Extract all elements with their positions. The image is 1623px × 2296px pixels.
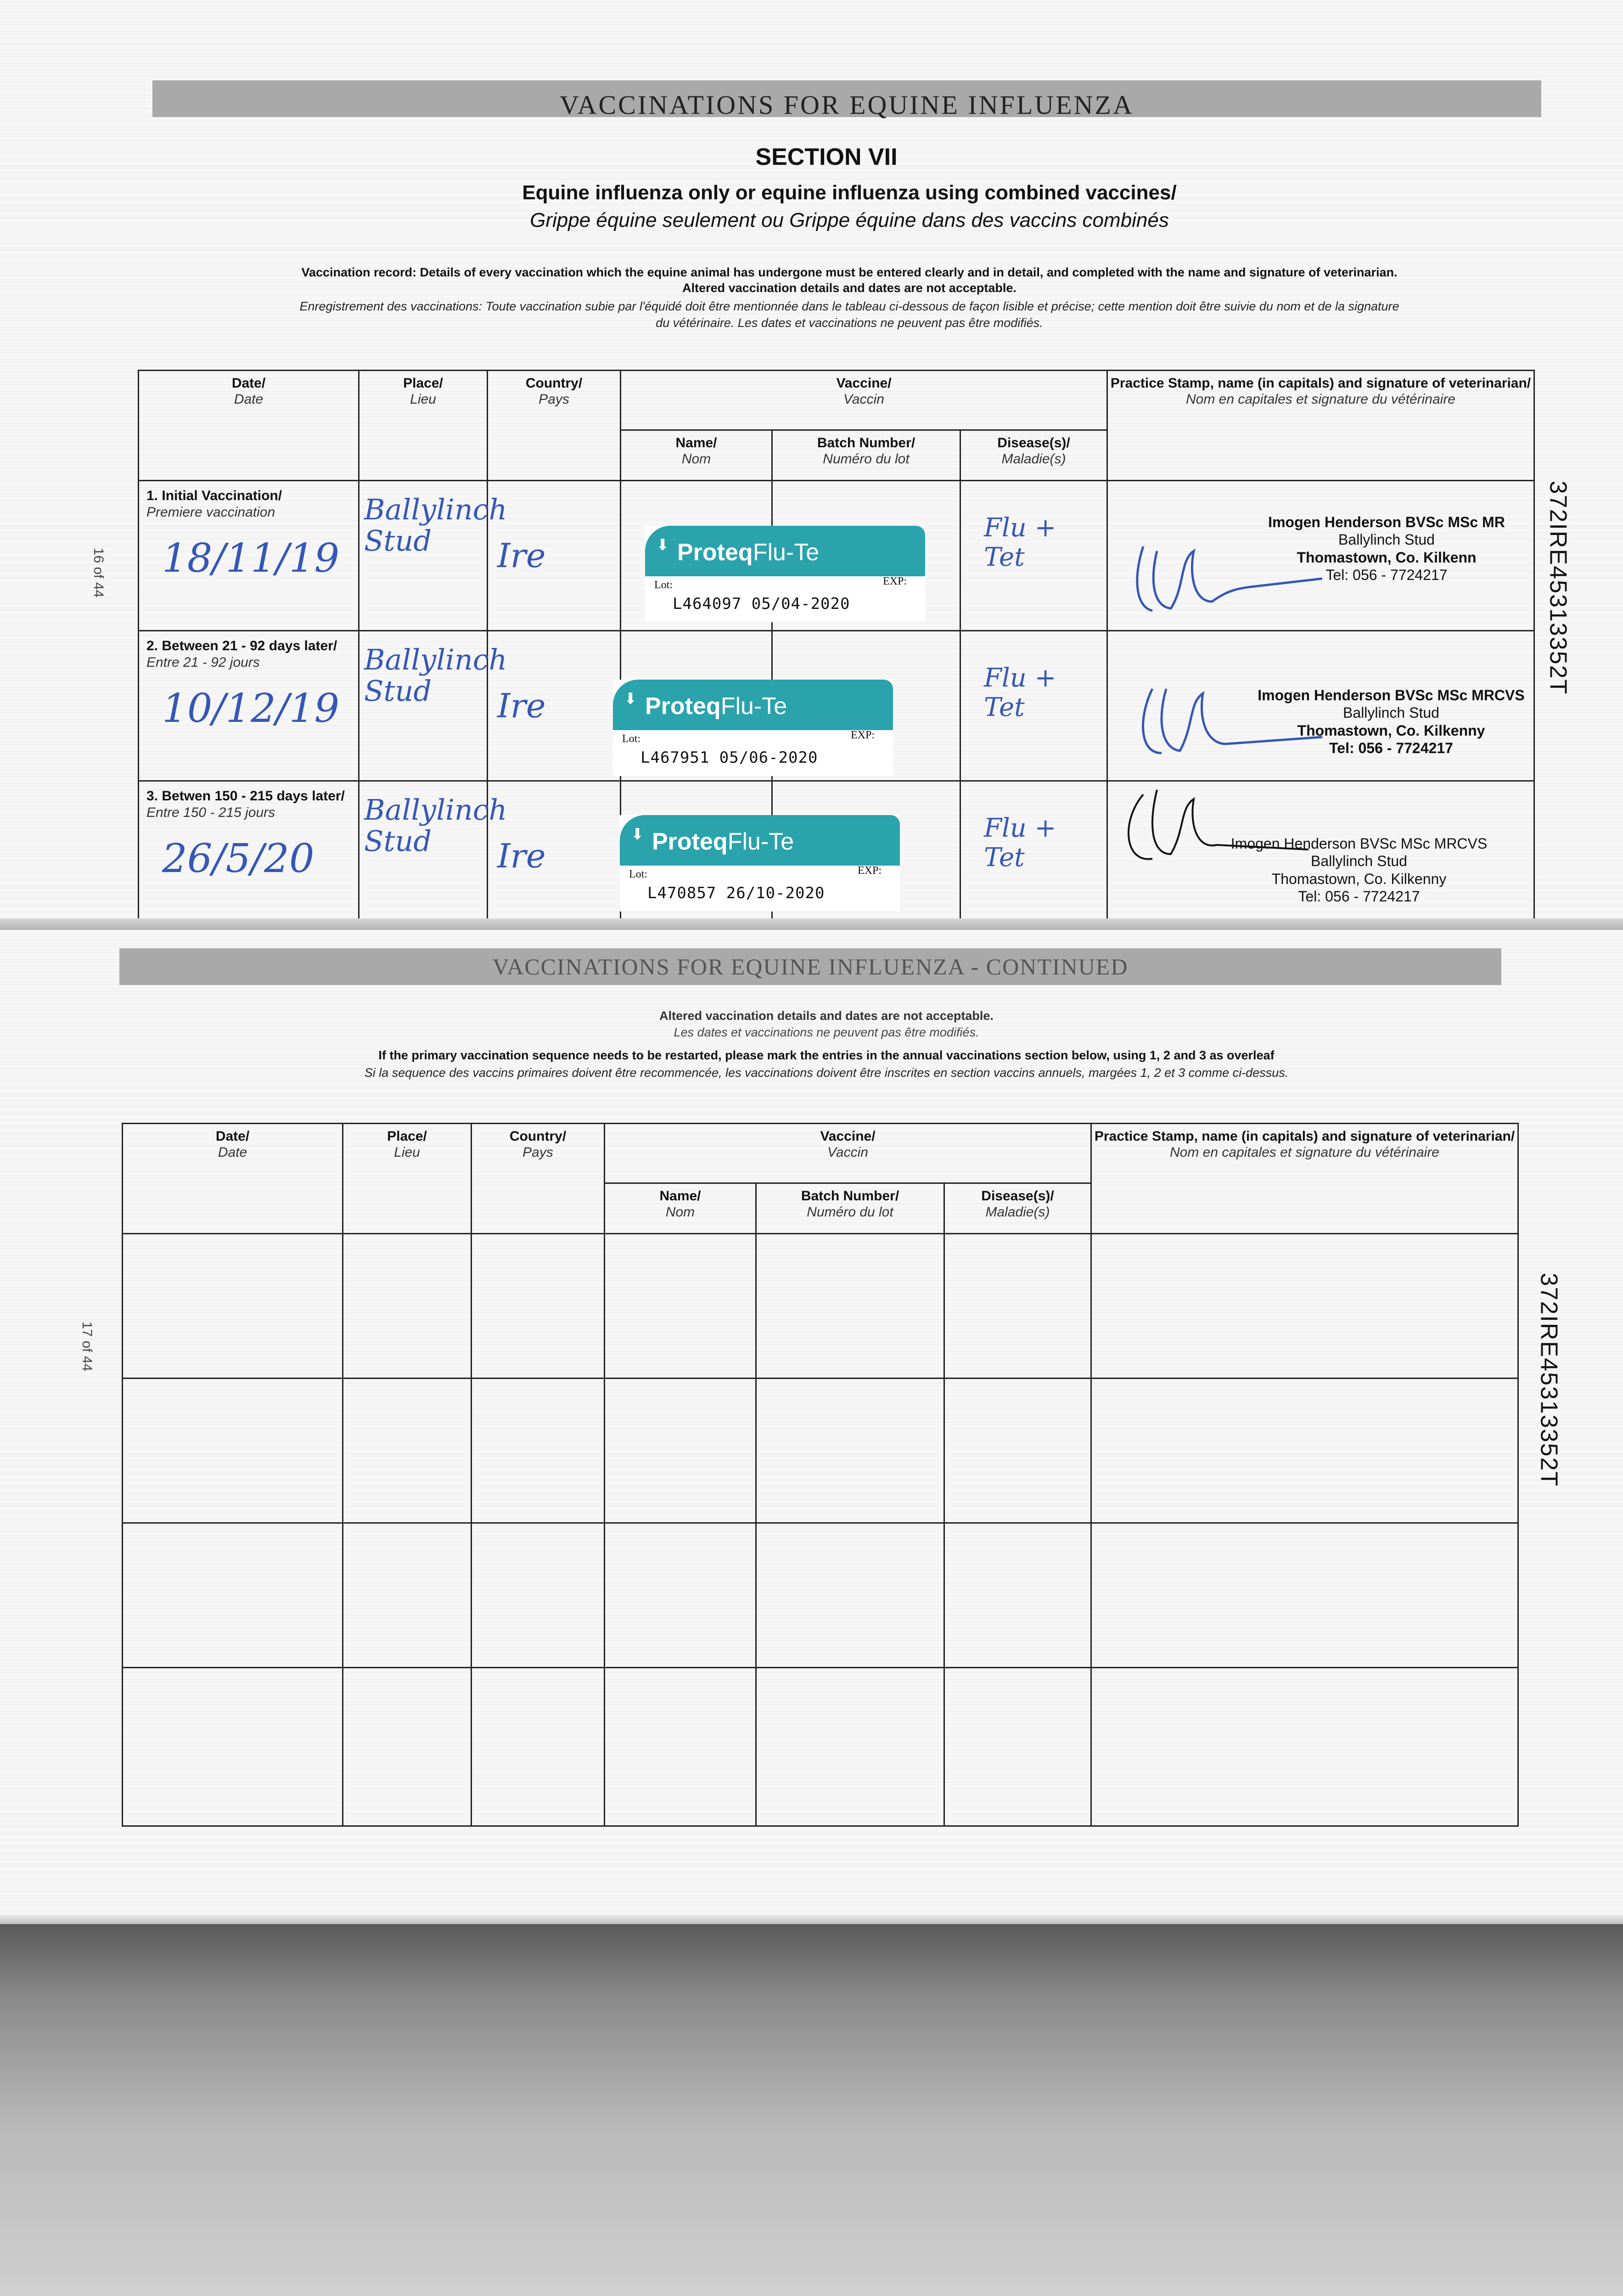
subtitle-fr: Grippe équine seulement ou Grippe équine dans des vaccins combinés — [530, 209, 1169, 231]
handwritten-disease: Flu + Tet — [960, 631, 1107, 781]
header-practice: Practice Stamp, name (in capitals) and signature of veterinarian/ Nom en capitales et signature du vétérinaire — [1091, 1124, 1518, 1234]
handwritten-disease: Flu + Tet — [960, 481, 1107, 631]
record-warning: Altered vaccination details and dates are not acceptable. — [682, 281, 1016, 295]
header-date: Date/ Date — [139, 371, 359, 481]
header-date: Date/ Date — [123, 1124, 343, 1234]
table-row — [123, 1523, 1518, 1668]
vaccine-sticker — [620, 815, 900, 912]
record-instructions-fr-2: du vétérinaire. Les dates et vaccinations ne peuvent pas être modifiés. — [656, 316, 1043, 330]
practice-stamp: Imogen Henderson BVSc MSc MR Ballylinch Stud Thomastown, Co. Kilkenn Tel: 056 - 7724217 — [1268, 514, 1505, 584]
header-country: Country/ Pays — [488, 371, 621, 481]
vaccine-brand: ProteqFlu-Te — [645, 693, 787, 720]
vaccine-sticker — [613, 680, 893, 776]
handwritten-date: 26/5/20 — [162, 836, 314, 882]
record-instructions: Vaccination record: Details of every vaccination which the equine animal has undergone must be entered clearly and in detail, and completed with the name and signature of veterinarian. — [301, 265, 1398, 279]
lot-number: L470857 26/10-2020 — [647, 884, 825, 902]
arrow-icon: ⬇ — [624, 690, 637, 708]
handwritten-place: Ballylinch Stud — [359, 781, 488, 926]
handwritten-date: 10/12/19 — [162, 686, 340, 732]
handwritten-disease: Flu + Tet — [960, 781, 1107, 926]
arrow-icon: ⬇ — [656, 536, 669, 554]
row-date-cell: 2. Between 21 - 92 days later/ Entre 21 - 92 jours 10/12/19 — [139, 631, 359, 781]
table-row — [123, 1234, 1518, 1379]
handwritten-country: Ire — [488, 631, 621, 781]
page-number: 17 of 44 — [79, 1321, 95, 1372]
handwritten-place: Ballylinch Stud — [359, 631, 488, 781]
annual-vaccination-table — [122, 1123, 1519, 1827]
exp-label: EXP: — [882, 575, 907, 587]
lot-label: Lot: — [622, 733, 640, 745]
handwritten-country: Ire — [488, 481, 621, 631]
header-name: Name/ Nom — [605, 1183, 756, 1234]
section-banner-continued: VACCINATIONS FOR EQUINE INFLUENZA - CONTINUED — [119, 948, 1501, 985]
record-instructions-fr: Enregistrement des vaccinations: Toute vaccination subie par l'équidé doit être mentionnée dans le tableau ci-dessous de façon lisible et précise; cette mention doit être suivie du nom et de la signature — [299, 299, 1399, 313]
header-disease: Disease(s)/ Maladie(s) — [944, 1183, 1091, 1234]
row-date-cell: 3. Betwen 150 - 215 days later/ Entre 150 - 215 jours 26/5/20 — [139, 781, 359, 926]
arrow-icon: ⬇ — [631, 826, 644, 843]
header-disease: Disease(s)/ Maladie(s) — [960, 430, 1107, 481]
header-batch: Batch Number/ Numéro du lot — [756, 1183, 944, 1234]
header-vaccine: Vaccine/ Vaccin — [605, 1124, 1091, 1183]
restart-instructions: If the primary vaccination sequence needs to be restarted, please mark the entries in the annual vaccinations section below, using 1, 2 and 3 as overleaf — [378, 1048, 1275, 1062]
vaccine-brand: ProteqFlu-Te — [652, 828, 794, 855]
header-name: Name/ Nom — [621, 430, 772, 481]
vaccine-sticker — [645, 526, 925, 622]
restart-instructions-fr: Si la sequence des vaccins primaires doivent être recommencée, les vaccinations doivent être inscrites en section vaccins annuels, margées 1, 2 et 3 comme ci-dessus. — [364, 1066, 1289, 1080]
handwritten-place: Ballylinch Stud — [359, 481, 488, 631]
handwritten-date: 18/11/19 — [162, 535, 340, 581]
practice-stamp: Imogen Henderson BVSc MSc MRCVS Ballylinch Stud Thomastown, Co. Kilkenny Tel: 056 - 7724217 — [1230, 835, 1488, 905]
exp-label: EXP: — [850, 729, 875, 741]
header-vaccine: Vaccine/ Vaccin — [621, 371, 1107, 430]
handwritten-country: Ire — [488, 781, 621, 926]
lot-label: Lot: — [629, 868, 647, 880]
subtitle-en: Equine influenza only or equine influenza using combined vaccines/ — [522, 181, 1177, 204]
background-surface — [0, 1924, 1623, 2296]
section-banner: VACCINATIONS FOR EQUINE INFLUENZA — [152, 80, 1541, 117]
header-place: Place/ Lieu — [359, 371, 488, 481]
passport-serial: 372IRE45313352T — [1544, 480, 1572, 695]
section-title: SECTION VII — [755, 144, 898, 170]
lot-number: L464097 05/04-2020 — [673, 595, 850, 613]
table-row — [123, 1379, 1518, 1523]
page-number: 16 of 44 — [91, 547, 107, 598]
vaccine-brand: ProteqFlu-Te — [677, 539, 820, 566]
page-17 — [0, 930, 1623, 1924]
exp-label: EXP: — [857, 865, 882, 877]
altered-warning: Altered vaccination details and dates are not acceptable. — [659, 1009, 994, 1023]
header-country: Country/ Pays — [472, 1124, 605, 1234]
row-date-cell: 1. Initial Vaccination/ Premiere vaccination 18/11/19 — [139, 481, 359, 631]
practice-stamp: Imogen Henderson BVSc MSc MRCVS Ballylinch Stud Thomastown, Co. Kilkenny Tel: 056 - 7724217 — [1258, 687, 1525, 757]
passport-serial: 372IRE45313352T — [1535, 1272, 1562, 1487]
table-row — [123, 1668, 1518, 1826]
header-batch: Batch Number/ Numéro du lot — [772, 430, 960, 481]
header-practice: Practice Stamp, name (in capitals) and signature of veterinarian/ Nom en capitales et signature du vétérinaire — [1107, 371, 1534, 481]
page-16 — [0, 0, 1623, 925]
lot-number: L467951 05/06-2020 — [640, 748, 818, 767]
altered-warning-fr: Les dates et vaccinations ne peuvent pas être modifiés. — [674, 1025, 979, 1039]
header-place: Place/ Lieu — [343, 1124, 472, 1234]
lot-label: Lot: — [654, 579, 673, 591]
